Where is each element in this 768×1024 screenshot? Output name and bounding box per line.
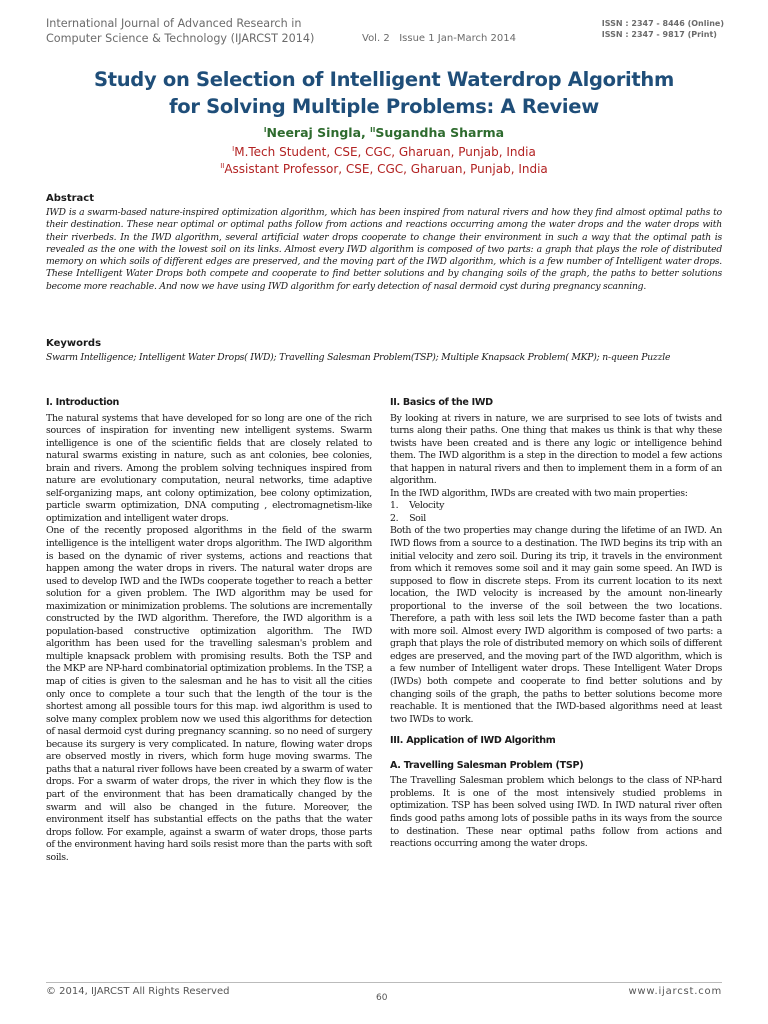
right-column [390,397,722,851]
abstract-text: IWD is a swarm-based nature-inspired optimization algorithm, which has been inspired from natural rivers and how they find almost optimal paths to their destination. These near optimal or optimal paths follow from actions and reactions occurring among the water drops and the water drops with their riverbeds. In the IWD algorithm, several artificial water drops cooperate to change their environment in such a way that the optimal path is revealed as the one with the lowest soil on its links. Almost every IWD algorithm is composed of two parts: a graph that plays the role of distributed memory on which soils of different edges are preserved, and the moving part of the IWD algorithm, which is a few number of Intelligent water drops. These Intelligent Water Drops both compete and cooperate to find better solutions and by changing soils of the graph, the paths to better solutions become more reachable. And now we have using IWD algorithm for early detection of nasal dermoid cyst during pregnancy scanning. [46,207,722,292]
section-introduction-heading: I. Introduction [46,397,120,408]
list-item: 2. Soil [390,512,426,524]
footer-url[interactable]: www.ijarcst.com [628,986,722,997]
issn-print: ISSN : 2347 - 9817 (Print) [601,30,717,39]
section-application-heading: III. Application of IWD Algorithm [390,735,556,747]
affiliation-1 [0,145,768,159]
journal-name-line2: Computer Science & Technology (IJARCST 2014) [46,31,315,45]
affil2-marker: II [220,162,225,170]
author1-marker: I [263,125,267,134]
keywords-heading: Keywords [46,338,102,349]
list-item: 1. Velocity [390,500,445,512]
footer-copyright: © 2014, IJARCST All Rights Reserved [46,986,230,997]
issn-block [602,18,724,40]
affil1-marker: I [232,145,235,153]
author2: Sugandha Sharma [375,125,505,140]
paper-title-line2: for Solving Multiple Problems: A Review [169,95,599,118]
author1: Neeraj Singla, [266,125,371,140]
affil1-text: M.Tech Student, CSE, CGC, Gharuan, Punjab, India [234,145,536,159]
left-column [46,397,372,864]
issn-online: ISSN : 2347 - 8446 (Online) [601,19,724,28]
tsp-paragraph: The Travelling Salesman problem which belongs to the class of NP-hard problems. It is one of the most intensively studied problems in optimization. TSP has been solved using IWD. In IWD natural river often finds good paths among lots of possible paths in its ways from the source to destination. These near optimal paths follow from actions and reactions occurring among the water drops. [390,775,722,850]
section-basics-heading: II. Basics of the IWD [390,397,493,408]
iwd-properties-list [390,500,722,525]
intro-paragraph-1: The natural systems that have developed for so long are one of the rich sources of inspiration for inventing new intelligent systems. Swarm intelligence is one of the scientific fields that are closely related to natural swarms existing in nature, such as ant colonies, bee colonies, brain and rivers. Among the problem solving techniques inspired from nature are evolutionary computation, neural networks, time adaptive self-organizing maps, ant colony optimization, bee colony optimization, particle swarm optimization, DNA computing , electromagnetism-like optimization and intelligent water drops. [46,412,372,524]
author2-marker: II [370,125,376,134]
journal-name [46,17,366,46]
basics-paragraph-1: By looking at rivers in nature, we are surprised to see lots of twists and turns along their paths. One thing that makes us think is that why these twists have been created and is there any logic or intelligence behind them. The IWD algorithm is a step in the direction to model a few actions that happen in natural rivers and then to implement them in a form of an algorithm. [390,412,722,487]
footer-divider [46,982,722,983]
page-number: 60 [376,993,388,1003]
subsection-tsp-heading: A. Travelling Salesman Problem (TSP) [390,759,584,771]
paper-title [50,66,718,120]
abstract-heading: Abstract [46,193,95,204]
volume-issue: Vol. 2 Issue 1 Jan-March 2014 [362,33,516,44]
affil2-text: Assistant Professor, CSE, CGC, Gharuan, Punjab, India [224,162,548,176]
authors [0,125,768,140]
keywords-text: Swarm Intelligence; Intelligent Water Drops( IWD); Travelling Salesman Problem(TSP); Multiple Knapsack Problem( MKP); n-queen Puzzle [46,352,671,363]
journal-name-line1: International Journal of Advanced Research in [46,17,302,30]
basics-paragraph-2: In the IWD algorithm, IWDs are created with two main properties: [390,487,688,499]
basics-paragraph-3: Both of the two properties may change during the lifetime of an IWD. An IWD flows from a source to a destination. The IWD begins its trip with an initial velocity and zero soil. During its trip, it travels in the environment from which it removes some soil and it may gain some speed. An IWD is supposed to flow in discrete steps. From its current location to its next location, the IWD velocity is increased by the amount non-linearly proportional to the inverse of the soil between the two locations. Therefore, a path with less soil lets the IWD become faster than a path with more soil. Almost every IWD algorithm is composed of two parts: a graph that plays the role of distributed memory on which soils of different edges are preserved, and the moving part of the IWD algorithm, which is a few number of Intelligent water drops. These Intelligent Water Drops (IWDs) both compete and cooperate to find better solutions and by changing soils of the graph, the paths to better solutions become more reachable. It is mentioned that the IWD-based algorithms need at least two IWDs to work. [390,525,722,725]
affiliation-2 [0,162,768,176]
paper-title-line1: Study on Selection of Intelligent Waterdrop Algorithm [93,68,675,91]
intro-paragraph-2: One of the recently proposed algorithms in the field of the swarm intelligence is the intelligent water drops algorithm. The IWD algorithm is based on the dynamic of river systems, actions and reactions that happen among the water drops in rivers. The natural water drops are used to develop IWD and the IWDs cooperate together to reach a better solution for a given problem. The IWD algorithm may be used for maximization or minimization problems. The solutions are incrementally constructed by the IWD algorithm. Therefore, the IWD algorithm is a population-based constructive optimization algorithm. The IWD algorithm has been used for the travelling salesman's problem and multiple knapsack problem with promising results. Both the TSP and the MKP are NP-hard combinatorial optimization problems. In the TSP, a map of cities is given to the salesman and he has to visit all the cities only once to complete a tour such that the length of the tour is the shortest among all possible tours for this map. iwd algorithm is used to solve many complex problem now we used this algorithms for detection of nasal dermoid cyst during pregnancy scanning. so no need of surgery because its surgery is very complicated. In nature, flowing water drops are observed mostly in rivers, which form huge moving swarms. The paths that a natural river follows have been created by a swarm of water drops. For a swarm of water drops, the river in which they flow is the part of the environment that has been dramatically changed by the swarm and will also be changed in the future. Moreover, the environment itself has substantial effects on the paths that the water drops follow. For example, against a swarm of water drops, those parts of the environment having hard soils resist more than the parts with soft soils. [46,525,372,863]
